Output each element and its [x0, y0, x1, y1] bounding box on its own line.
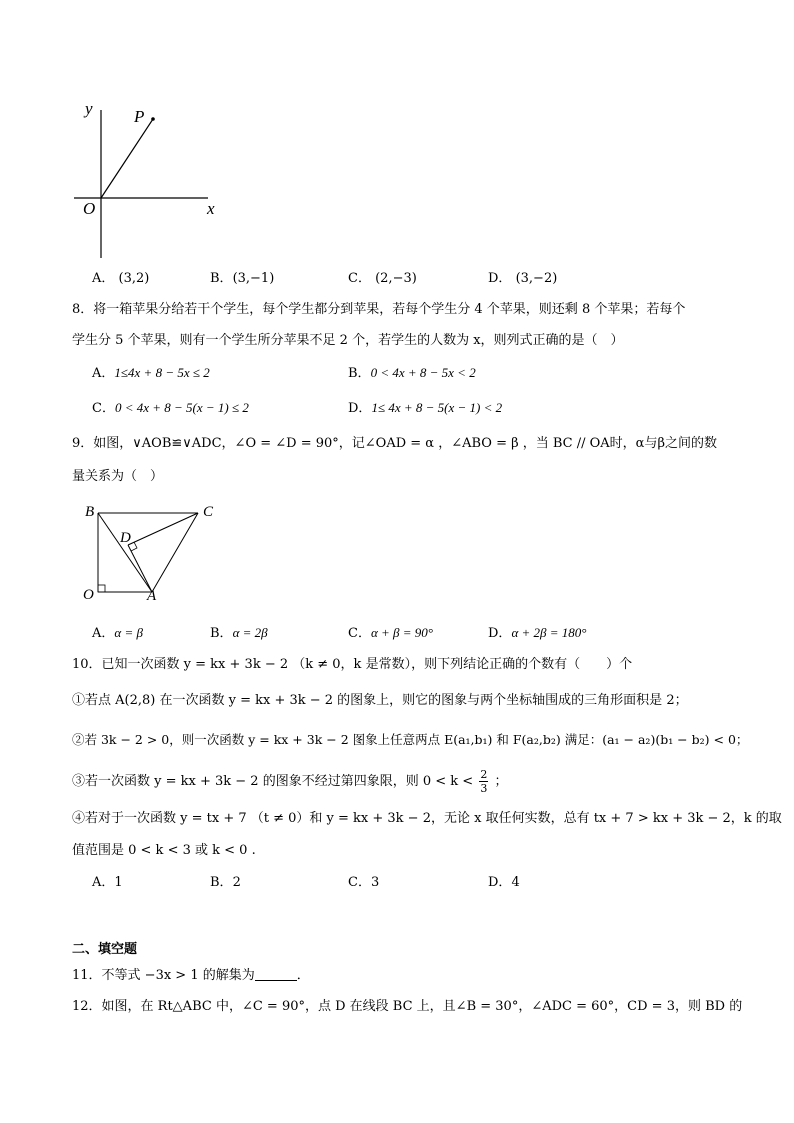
q10-statement-4-line2: 值范围是 0 < k < 3 或 k < 0 . — [72, 843, 256, 858]
q7-option-b[interactable]: B．(3,−1) — [210, 271, 275, 286]
q9-option-b[interactable]: B．α = 2β — [210, 625, 268, 641]
q10-option-d[interactable]: D．4 — [488, 875, 520, 890]
origin-label: O — [83, 199, 96, 218]
figure-q7 — [68, 96, 248, 266]
figure-q9 — [80, 500, 230, 608]
q11-text: 11．不等式 −3x > 1 的解集为 — [72, 968, 255, 983]
q10-statement-3-text: ③若一次函数 y = kx + 3k − 2 的图象不经过第四象限，则 0 < k < — [72, 774, 474, 790]
q12-stem: 12．如图，在 Rt△ABC 中，∠C = 90°，点 D 在线段 BC 上，且∠B = 30°，∠ADC = 60°，CD = 3，则 BD 的 — [72, 999, 743, 1014]
q8-stem-line1: 8．将一箱苹果分给若干个学生，每个学生都分到苹果，若每个学生分 4 个苹果，则还剩 8 个苹果；若每个 — [72, 302, 686, 317]
segment-op — [101, 119, 153, 198]
q7-option-a[interactable]: A． (3,2) — [92, 271, 150, 286]
x-axis-label: x — [207, 199, 215, 218]
q8-option-c[interactable]: C．0 < 4x + 8 − 5(x − 1) ≤ 2 — [92, 400, 249, 416]
section-title-fill-in: 二、填空题 — [72, 942, 138, 957]
q10-option-b[interactable]: B．2 — [210, 875, 241, 890]
q9-option-d[interactable]: D．α + 2β = 180° — [488, 625, 587, 641]
q10-statement-4-line1: ④若对于一次函数 y = tx + 7 （t ≠ 0）和 y = kx + 3k − 2，无论 x 取任何实数，总有 tx + 7 > kx + 3k − 2，k 的取 — [72, 811, 782, 826]
answer-blank[interactable] — [255, 980, 297, 981]
q9-option-c[interactable]: C．α + β = 90° — [348, 625, 433, 641]
q10-option-a[interactable]: A．1 — [92, 875, 123, 890]
q10-statement-1: ①若点 A(2,8) 在一次函数 y = kx + 3k − 2 的图象上，则它的图象与两个坐标轴围成的三角形面积是 2； — [72, 693, 688, 708]
q11 — [72, 969, 310, 982]
q10-statement-3-end: ； — [494, 774, 508, 790]
q9-option-a[interactable]: A．α = β — [92, 625, 143, 641]
q10-stem: 10．已知一次函数 y = kx + 3k − 2 （k ≠ 0，k 是常数），则下列结论正确的个数有（ ）个 — [72, 657, 633, 672]
point-p — [151, 117, 155, 121]
y-axis-label: y — [85, 99, 93, 118]
q11-end: ． — [296, 968, 310, 983]
q8-option-b[interactable]: B．0 < 4x + 8 − 5x < 2 — [348, 365, 476, 381]
vertex-o-label: O — [83, 587, 94, 603]
fraction-two-thirds: $\frac{2}{3}$ — [480, 768, 488, 796]
vertex-b-label: B — [85, 504, 95, 520]
q10-option-c[interactable]: C．3 — [348, 875, 380, 890]
vertex-c-label: C — [203, 504, 214, 520]
q10-statement-3 — [72, 768, 507, 795]
vertex-a-label: A — [147, 588, 157, 604]
q9-stem-line2: 量关系为（ ） — [72, 469, 164, 484]
q8-option-a[interactable]: A．1≤4x + 8 − 5x ≤ 2 — [92, 365, 210, 381]
vertex-d-label: D — [120, 530, 131, 546]
right-angle-o — [98, 585, 105, 592]
q8-stem-line2: 学生分 5 个苹果，则有一个学生所分苹果不足 2 个，若学生的人数为 x，则列式正确的是（ ） — [72, 333, 624, 348]
coordinate-axes-diagram — [68, 96, 248, 266]
q7-option-c[interactable]: C． (2,−3) — [348, 271, 417, 286]
q9-stem-line1: 9．如图，∨AOB≌∨ADC，∠O = ∠D = 90°，记∠OAD = α ，∠ABO = β ，当 BC // OA时，α与β之间的数 — [72, 436, 717, 451]
q10-statement-2: ②若 3k − 2 > 0，则一次函数 y = kx + 3k − 2 图象上任意两点 E(a₁,b₁) 和 F(a₂,b₂) 满足：(a₁ − a₂)(b₁ − b₂) < 0； — [72, 732, 749, 747]
q7-option-d[interactable]: D． (3,−2) — [488, 271, 558, 286]
q8-option-d[interactable]: D．1≤ 4x + 8 − 5(x − 1) < 2 — [348, 400, 503, 416]
point-p-label: P — [134, 107, 145, 126]
